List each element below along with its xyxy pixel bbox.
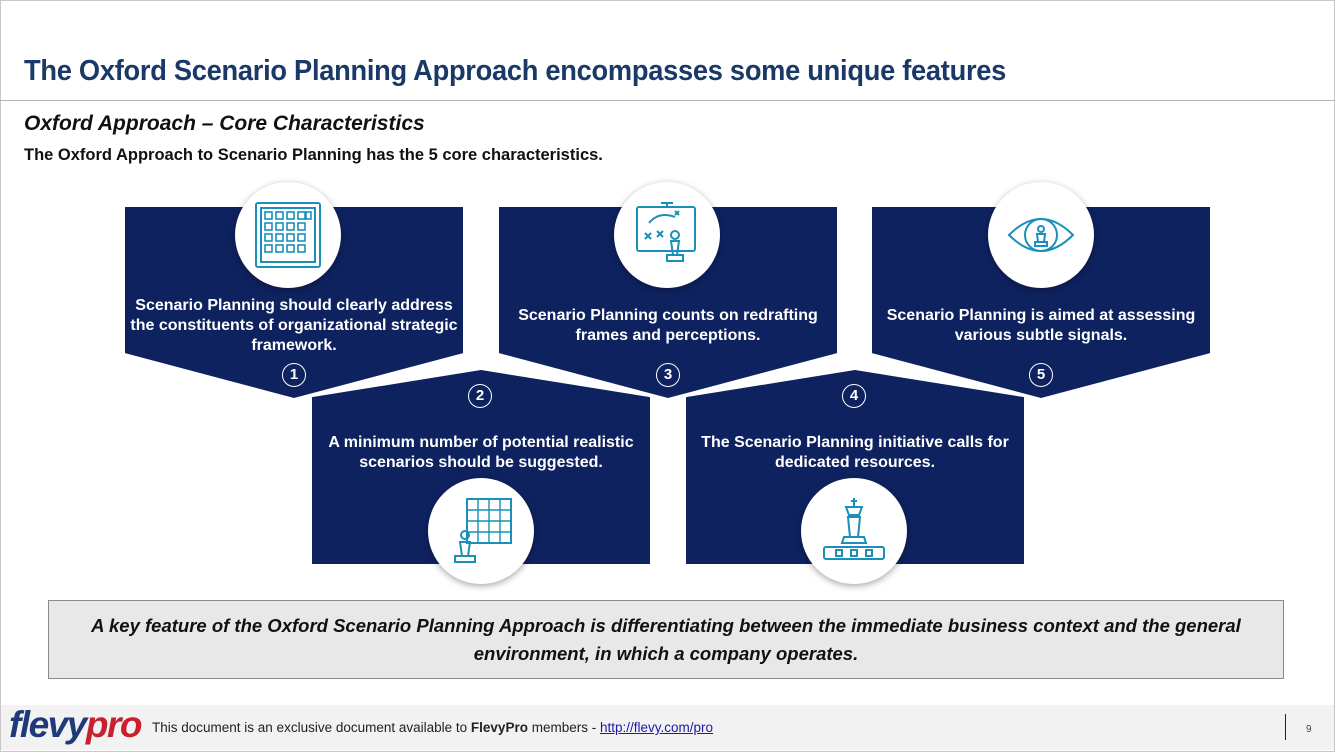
characteristic-number-1: 1 xyxy=(282,363,306,387)
footer-divider xyxy=(1285,714,1286,740)
characteristic-text-5: Scenario Planning is aimed at assessing various subtle signals. xyxy=(886,307,1196,344)
footer-text-end: members - xyxy=(527,720,600,735)
characteristic-icon-circle-4 xyxy=(801,478,907,584)
chess-king-icon xyxy=(818,495,890,567)
characteristic-icon-circle-2 xyxy=(428,478,534,584)
strategy-board-pawn-icon xyxy=(631,199,703,271)
characteristic-text-2: A minimum number of potential realistic scenarios should be suggested. xyxy=(328,434,634,471)
characteristic-number-2: 2 xyxy=(468,384,492,408)
characteristic-icon-circle-5 xyxy=(988,182,1094,288)
section-intro: The Oxford Approach to Scenario Planning has the 5 core characteristics. xyxy=(24,146,603,164)
characteristic-text-4: The Scenario Planning initiative calls for dedicated resources. xyxy=(701,434,1009,471)
flevypro-logo xyxy=(9,704,141,746)
characteristic-text-1: Scenario Planning should clearly address the constituents of organizational strategic framework. xyxy=(130,297,458,354)
characteristic-text-3: Scenario Planning counts on redrafting frames and perceptions. xyxy=(518,307,818,344)
page-number: 9 xyxy=(1306,724,1312,735)
chessboard-pawn-icon xyxy=(445,495,517,567)
characteristic-icon-circle-1 xyxy=(235,182,341,288)
footer-text xyxy=(152,720,713,735)
page-title: The Oxford Scenario Planning Approach encompasses some unique features xyxy=(24,55,1007,87)
grid-matrix-icon xyxy=(252,199,324,271)
key-feature-callout xyxy=(48,600,1284,679)
footer-link[interactable]: http://flevy.com/pro xyxy=(599,720,714,735)
section-subtitle: Oxford Approach – Core Characteristics xyxy=(24,112,425,135)
footer-brand: FlevyPro xyxy=(470,720,528,735)
characteristic-icon-circle-3 xyxy=(614,182,720,288)
footer-text-start: This document is an exclusive document available to xyxy=(152,720,471,735)
characteristic-number-4: 4 xyxy=(842,384,866,408)
callout-text: A key feature of the Oxford Scenario Planning Approach is differentiating between the immediate business context and the general environment, in which a company operates. xyxy=(91,614,1241,664)
characteristic-number-5: 5 xyxy=(1029,363,1053,387)
title-divider xyxy=(0,100,1335,101)
logo-text-flevy: flevy xyxy=(9,704,86,745)
logo-text-pro: pro xyxy=(85,704,141,745)
eye-pawn-icon xyxy=(1005,199,1077,271)
characteristic-number-3: 3 xyxy=(656,363,680,387)
